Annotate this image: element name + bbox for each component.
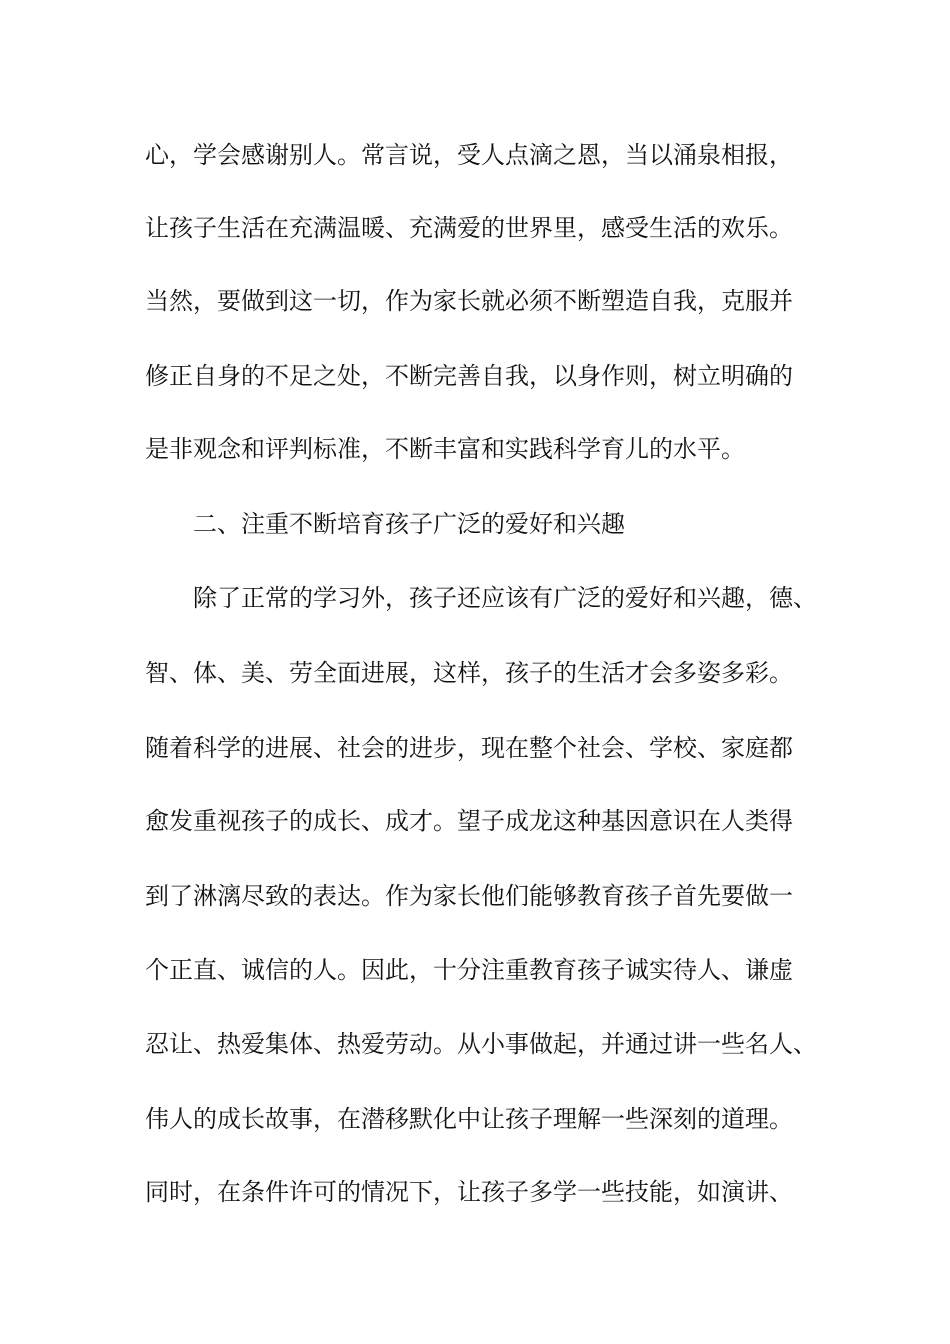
- text-line: 心，学会感谢别人。常言说，受人点滴之恩，当以涌泉相报，: [145, 141, 793, 169]
- text-line: 忍让、热爱集体、热爱劳动。从小事做起，并通过讲一些名人、: [145, 1030, 817, 1058]
- section-heading: 二、注重不断培育孩子广泛的爱好和兴趣: [193, 510, 625, 538]
- text-line: 智、体、美、劳全面进展，这样，孩子的生活才会多姿多彩。: [145, 659, 793, 687]
- text-line: 当然，要做到这一切，作为家长就必须不断塑造自我，克服并: [145, 287, 793, 315]
- text-line: 是非观念和评判标准，不断丰富和实践科学育儿的水平。: [145, 435, 745, 463]
- text-line: 伟人的成长故事，在潜移默化中让孩子理解一些深刻的道理。: [145, 1105, 793, 1133]
- text-line: 到了淋漓尽致的表达。作为家长他们能够教育孩子首先要做一: [145, 882, 793, 910]
- text-line: 同时，在条件许可的情况下，让孩子多学一些技能，如演讲、: [145, 1178, 793, 1206]
- text-line: 修正自身的不足之处，不断完善自我，以身作则，树立明确的: [145, 362, 793, 390]
- text-line: 除了正常的学习外，孩子还应该有广泛的爱好和兴趣，德、: [193, 584, 817, 612]
- text-line: 随着科学的进展、社会的进步，现在整个社会、学校、家庭都: [145, 734, 793, 762]
- text-line: 愈发重视孩子的成长、成才。望子成龙这种基因意识在人类得: [145, 807, 793, 835]
- text-line: 让孩子生活在充满温暖、充满爱的世界里，感受生活的欢乐。: [145, 214, 793, 242]
- text-line: 个正直、诚信的人。因此，十分注重教育孩子诚实待人、谦虚: [145, 956, 793, 984]
